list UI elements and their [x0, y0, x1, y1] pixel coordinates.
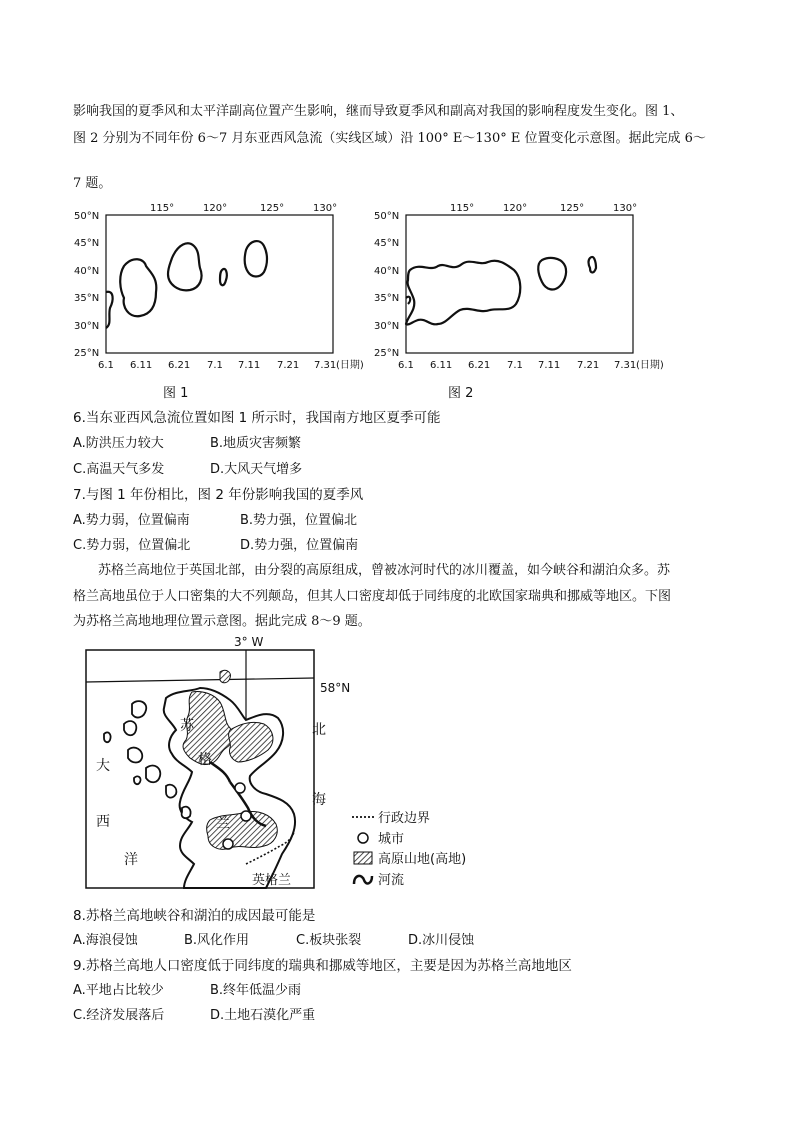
q8-option-c[interactable]: C.板块张裂 [296, 933, 362, 948]
figure-1-jet-stream-chart [70, 200, 370, 375]
scotland-highlands-map [80, 632, 480, 894]
fig2-lat-50: 50°N [374, 211, 400, 222]
fig1-date-71: 7.1 [207, 360, 223, 371]
passage2-line-1: 苏格兰高地位于英国北部，由分裂的高原组成，曾被冰河时代的冰川覆盖，如今峡谷和湖泊众多。苏 [98, 563, 671, 578]
fig2-top-130: 130° [613, 203, 638, 214]
atlantic-char-3: 洋 [124, 852, 138, 868]
city-marker-central[interactable] [241, 811, 251, 821]
q9-option-b[interactable]: B.终年低温少雨 [210, 983, 302, 998]
region-char-su: 苏 [180, 718, 194, 734]
fig1-date-711: 7.11 [238, 360, 261, 371]
island-2 [124, 721, 136, 735]
figure-2-jet-stream-chart [370, 200, 675, 375]
fig1-jet-region-5 [245, 241, 267, 276]
north-sea-char-1: 北 [312, 722, 326, 738]
fig1-top-125: 125° [260, 203, 285, 214]
fig2-date-721: 7.21 [577, 360, 600, 371]
fig1-jet-region-1 [106, 292, 113, 328]
fig1-lat-35: 35°N [74, 293, 100, 304]
atlantic-char-2: 西 [96, 814, 110, 830]
q6-option-a[interactable]: A.防洪压力较大 [73, 436, 164, 451]
fig1-top-120: 120° [203, 203, 228, 214]
q6-option-d[interactable]: D.大风天气增多 [210, 462, 303, 477]
fig2-jet-region-1 [406, 297, 410, 304]
legend-city-label: 城市 [378, 832, 405, 847]
figure-2-caption: 图 2 [448, 386, 474, 401]
fig2-lat-40: 40°N [374, 266, 400, 277]
region-char-ge: 格 [198, 752, 212, 768]
fig2-date-611: 6.11 [430, 360, 453, 371]
fig2-lat-35: 35°N [374, 293, 400, 304]
q8-option-a[interactable]: A.海浪侵蚀 [73, 933, 138, 948]
q7-option-a[interactable]: A.势力弱，位置偏南 [73, 513, 190, 528]
map-longitude-label: 3° W [234, 635, 264, 649]
map-latitude-label: 58°N [320, 681, 351, 695]
q8-option-b[interactable]: B.风化作用 [184, 933, 250, 948]
passage2-line-2: 格兰高地虽位于人口密集的大不列颠岛，但其人口密度却低于同纬度的北欧国家瑞典和挪威等地区。下图 [73, 589, 672, 604]
intro-line-3: 7 题。 [73, 176, 112, 191]
fig2-date-711: 7.11 [538, 360, 561, 371]
city-marker-south[interactable] [223, 839, 233, 849]
fig2-lat-25: 25°N [374, 348, 400, 359]
island-7 [166, 785, 176, 798]
fig1-top-130: 130° [313, 203, 338, 214]
fig1-jet-region-2 [120, 259, 156, 316]
fig1-lat-30: 30°N [74, 321, 100, 332]
fig2-date-731: 7.31 [614, 360, 637, 371]
atlantic-char-1: 大 [96, 758, 110, 774]
fig1-date-unit: (日期) [336, 360, 364, 371]
passage2-line-3: 为苏格兰高地地理位置示意图。据此完成 8～9 题。 [73, 614, 371, 629]
island-6 [134, 776, 141, 784]
fig2-top-125: 125° [560, 203, 585, 214]
fig1-jet-region-4 [220, 269, 227, 285]
legend-river-label: 河流 [378, 873, 405, 888]
island-5 [146, 766, 160, 783]
fig1-date-721: 7.21 [277, 360, 300, 371]
fig2-lat-45: 45°N [374, 238, 400, 249]
fig2-jet-region-3 [538, 258, 566, 290]
q7-option-c[interactable]: C.势力弱，位置偏北 [73, 538, 191, 553]
fig2-date-71: 7.1 [507, 360, 523, 371]
legend-highland-label: 高原山地(高地) [378, 852, 467, 867]
fig1-date-731: 7.31 [314, 360, 337, 371]
intro-line-1: 影响我国的夏季风和太平洋副高位置产生影响，继而导致夏季风和副高对我国的影响程度发生变化。图 1、 [73, 104, 684, 119]
island-4 [128, 748, 142, 763]
q9-option-a[interactable]: A.平地占比较少 [73, 983, 164, 998]
q6-stem: 6.当东亚西风急流位置如图 1 所示时，我国南方地区夏季可能 [73, 410, 441, 426]
q7-stem: 7.与图 1 年份相比，图 2 年份影响我国的夏季风 [73, 487, 364, 503]
north-sea-char-2: 海 [312, 792, 326, 808]
legend-border-label: 行政边界 [378, 811, 431, 826]
legend-city-symbol [358, 833, 368, 843]
legend-river-symbol [354, 876, 372, 884]
fig1-date-611: 6.11 [130, 360, 153, 371]
region-char-lan: 兰 [216, 816, 230, 832]
fig1-lat-50: 50°N [74, 211, 100, 222]
intro-line-2: 图 2 分别为不同年份 6～7 月东亚西风急流（实线区域）沿 100° E～130° E 位置变化示意图。据此完成 6～ [73, 131, 706, 146]
fig2-jet-region-2 [406, 261, 520, 325]
q8-stem: 8.苏格兰高地峡谷和湖泊的成因最可能是 [73, 908, 316, 924]
fig2-top-120: 120° [503, 203, 528, 214]
fig2-date-61: 6.1 [398, 360, 414, 371]
figure-1-caption: 图 1 [163, 386, 189, 401]
legend-highland-symbol [354, 852, 372, 864]
fig2-top-115: 115° [450, 203, 475, 214]
q7-option-d[interactable]: D.势力强，位置偏南 [240, 538, 359, 553]
q8-option-d[interactable]: D.冰川侵蚀 [408, 933, 475, 948]
island-1 [132, 701, 146, 717]
q9-stem: 9.苏格兰高地人口密度低于同纬度的瑞典和挪威等地区，主要是因为苏格兰高地地区 [73, 958, 572, 974]
fig2-date-621: 6.21 [468, 360, 491, 371]
fig2-date-unit: (日期) [636, 360, 664, 371]
q9-option-c[interactable]: C.经济发展落后 [73, 1008, 165, 1023]
island-3 [104, 732, 111, 742]
fig1-lat-45: 45°N [74, 238, 100, 249]
fig1-lat-25: 25°N [74, 348, 100, 359]
fig1-date-621: 6.21 [168, 360, 191, 371]
fig2-lat-30: 30°N [374, 321, 400, 332]
city-marker-north[interactable] [235, 783, 245, 793]
q6-option-c[interactable]: C.高温天气多发 [73, 462, 165, 477]
fig2-jet-region-4 [589, 257, 597, 273]
fig1-jet-region-3 [168, 243, 202, 290]
highland-area-islands[interactable] [220, 670, 230, 682]
fig1-top-115: 115° [150, 203, 175, 214]
island-8 [182, 807, 191, 818]
fig1-lat-40: 40°N [74, 266, 100, 277]
fig1-date-61: 6.1 [98, 360, 114, 371]
england-label: 英格兰 [252, 873, 292, 888]
q7-option-b[interactable]: B.势力强，位置偏北 [240, 513, 358, 528]
q6-option-b[interactable]: B.地质灾害频繁 [210, 436, 302, 451]
q9-option-d[interactable]: D.土地石漠化严重 [210, 1008, 316, 1023]
